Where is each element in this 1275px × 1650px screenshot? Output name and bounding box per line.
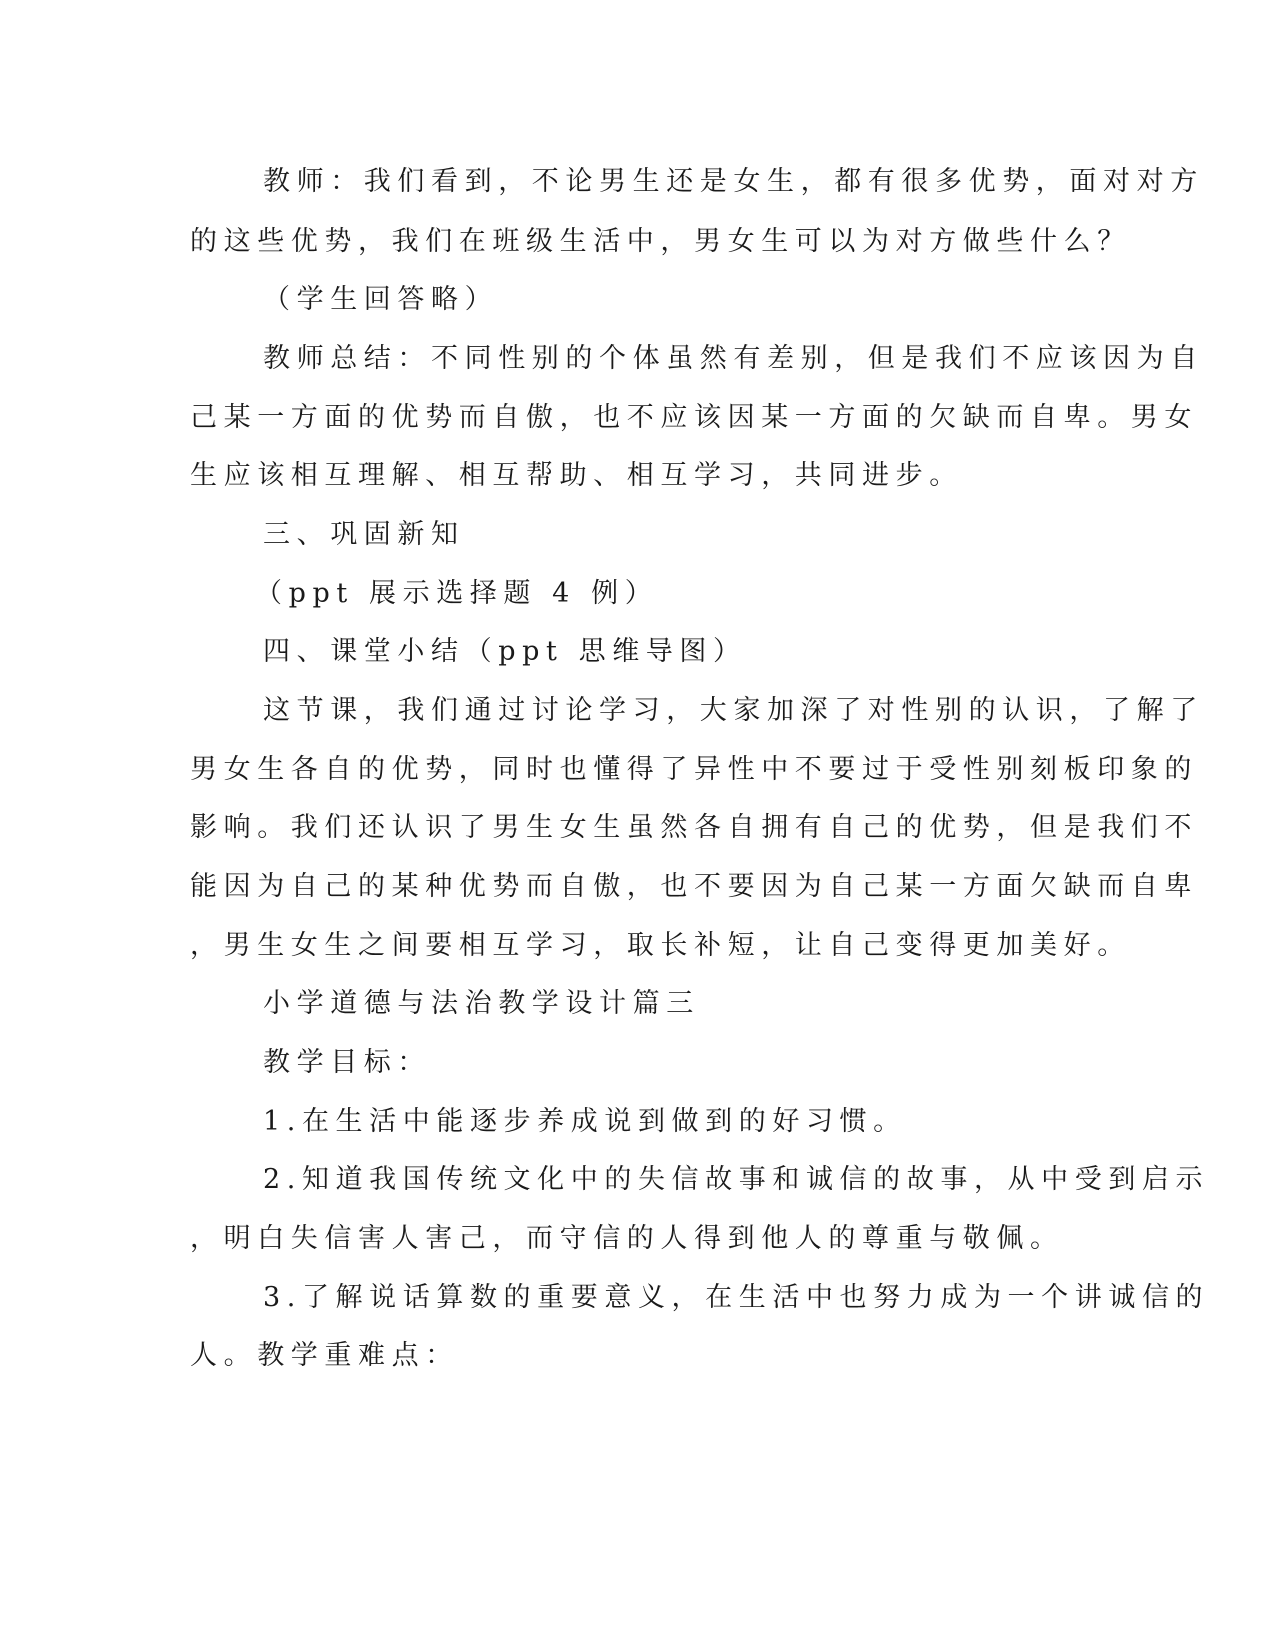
paragraph-line: 男女生各自的优势，同时也懂得了异性中不要过于受性别刻板印象的	[190, 754, 1198, 785]
paragraph-line: 教师总结：不同性别的个体虽然有差别，但是我们不应该因为自	[263, 343, 1204, 374]
section-heading: 教学目标：	[263, 1047, 431, 1078]
list-item-continuation: ，明白失信害人害己，而守信的人得到他人的尊重与敬佩。	[190, 1223, 1064, 1254]
list-item: 1.在生活中能逐步养成说到做到的好习惯。	[263, 1106, 907, 1137]
list-item: 2.知道我国传统文化中的失信故事和诚信的故事，从中受到启示	[263, 1164, 1210, 1195]
paragraph-line: ，男生女生之间要相互学习，取长补短，让自己变得更加美好。	[190, 930, 1131, 961]
paragraph-line: 生应该相互理解、相互帮助、相互学习，共同进步。	[190, 460, 963, 491]
paragraph-line: 这节课，我们通过讨论学习，大家加深了对性别的认识，了解了	[263, 695, 1204, 726]
chapter-heading: 小学道德与法治教学设计篇三	[263, 988, 700, 1019]
section-heading: 四、课堂小结（ppt 思维导图）	[263, 636, 747, 667]
paragraph-line: 能因为自己的某种优势而自傲，也不要因为自己某一方面欠缺而自卑	[190, 871, 1198, 902]
list-item: 3.了解说话算数的重要意义，在生活中也努力成为一个讲诚信的	[263, 1282, 1210, 1313]
paragraph-line: 影响。我们还认识了男生女生虽然各自拥有自己的优势，但是我们不	[190, 812, 1198, 843]
paragraph-line: 的这些优势，我们在班级生活中，男女生可以为对方做些什么？	[190, 226, 1131, 257]
list-item-continuation: 人。教学重难点：	[190, 1340, 459, 1371]
paragraph-line: （ppt 展示选择题 4 例）	[255, 578, 659, 609]
paragraph-line: 教师：我们看到，不论男生还是女生，都有很多优势，面对对方	[263, 166, 1204, 197]
section-heading: 三、巩固新知	[263, 519, 465, 550]
paragraph-line: （学生回答略）	[263, 284, 499, 315]
paragraph-line: 己某一方面的优势而自傲，也不应该因某一方面的欠缺而自卑。男女	[190, 402, 1198, 433]
